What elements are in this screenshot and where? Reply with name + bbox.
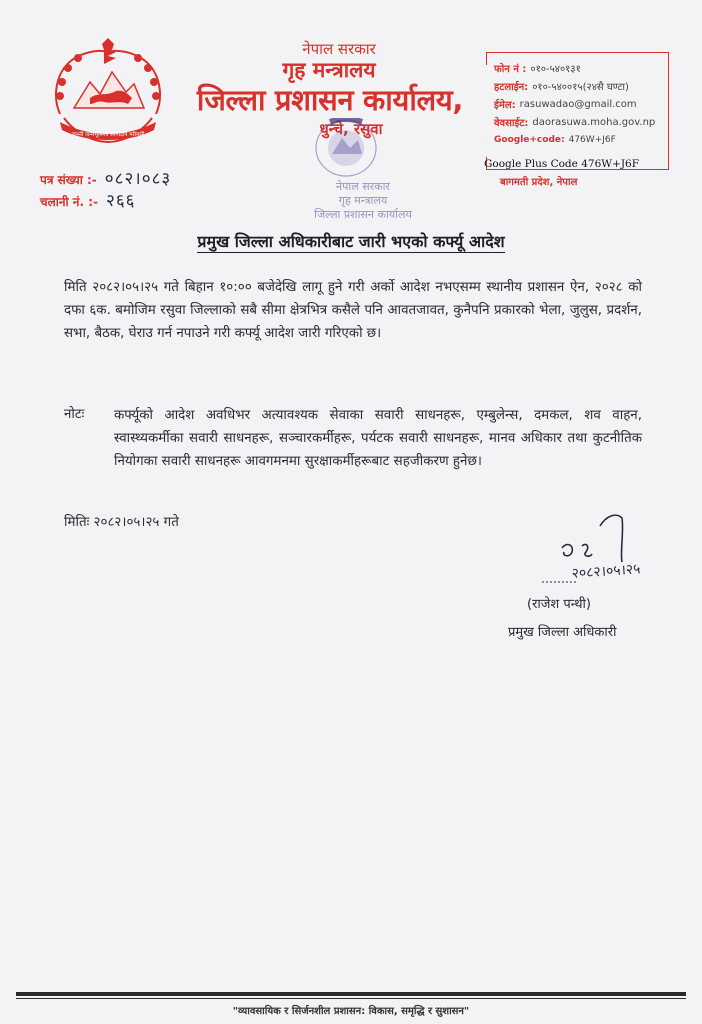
contact-website[interactable]: वेवसाईट: daorasuwa.moha.gov.np: [494, 116, 656, 129]
contact-phone: फोन नं : ०१०-५४०१३१: [494, 64, 581, 75]
svg-text:नेपाल सरकार: नेपाल सरकार: [336, 180, 390, 193]
handwritten-signature: [536, 512, 686, 592]
contact-email[interactable]: ईमेल: rasuwadao@gmail.com: [494, 98, 637, 111]
svg-text:२०८२।०५।२५: २०८२।०५।२५: [571, 561, 641, 582]
document-title: प्रमुख जिल्ला अधिकारीबाट जारी भएको कर्फ्यू आदेश: [197, 232, 505, 251]
issue-date: मितिः २०८२।०५।२५ गते: [64, 515, 179, 530]
footer-divider: [16, 992, 686, 996]
government-name: नेपाल सरकार: [302, 40, 376, 58]
footer-divider-thin: [16, 998, 686, 999]
office-name: जिल्ला प्रशासन कार्यालय,: [196, 83, 464, 117]
svg-text:गृह मन्त्रालय: गृह मन्त्रालय: [338, 194, 388, 207]
ministry-name: गृह मन्त्रालय: [282, 58, 376, 82]
svg-text:जननी जन्मभूमिश्च स्वर्गादपि गर: जननी जन्मभूमिश्च स्वर्गादपि गरीयसी: [71, 132, 145, 138]
province-name: बागमती प्रदेश, नेपाल: [500, 177, 578, 188]
dispatch-number: चलानी नं. :- २६६: [40, 191, 136, 211]
footer-slogan: "व्यावसायिक र सिर्जनशील प्रशासन: विकास, समृद्धि र सुशासन": [232, 1006, 470, 1017]
signer-name: (राजेश पन्थी): [527, 597, 591, 612]
contact-google-code: Google+code: 476W+J6F: [494, 135, 616, 145]
contact-box: [488, 52, 669, 170]
google-plus-code: Google Plus Code 476W+J6F: [484, 158, 640, 170]
letter-number: पत्र संख्या :- ०८२।०८३: [40, 169, 172, 189]
contact-hotline: हटलाईन: ०१०-५४००१५(२४सै घण्टा): [494, 82, 629, 93]
order-body: मिति २०८२।०५।२५ गते बिहान १०:०० बजेदेखि लागू हुने गरी अर्को आदेश नभएसम्म स्थानीय प्रशासन ऐन, २०२८ को दफा ६क. बमोजिम रसुवा जिल्लाको सबै सीमा क्षेत्रभित्र कसैले पनि आवतजावत, कुनैपनि प्रकारको भेला, जुलुस, प्रदर्शन, सभा, बैठक, घेराउ गर्न नपाउने गरी कर्फ्यू आदेश जारी गरिएको छ।: [64, 280, 642, 341]
note-label: नोटः: [64, 407, 85, 422]
nepal-emblem-icon: [46, 38, 170, 154]
office-stamp: [296, 118, 430, 230]
office-location: धुन्चे, रसुवा: [319, 120, 383, 138]
note-text: कर्फ्यूको आदेश अवधिभर अत्यावश्यक सेवाका सवारी साधनहरू, एम्बुलेन्स, दमकल, शव वाहन, स्वास्थ्यकर्मीका सवारी साधनहरू, सञ्चारकर्मीहरू, पर्यटक सवारी साधनहरू, मानव अधिकार तथा कुटनीतिक नियोगका सवारी साधनहरू आवगमनमा सुरक्षाकर्मीहरूबाट सहजीकरण हुनेछ।: [114, 408, 642, 469]
svg-text:जिल्ला प्रशासन कार्यालय: जिल्ला प्रशासन कार्यालय: [314, 208, 412, 221]
signer-title: प्रमुख जिल्ला अधिकारी: [508, 625, 617, 640]
